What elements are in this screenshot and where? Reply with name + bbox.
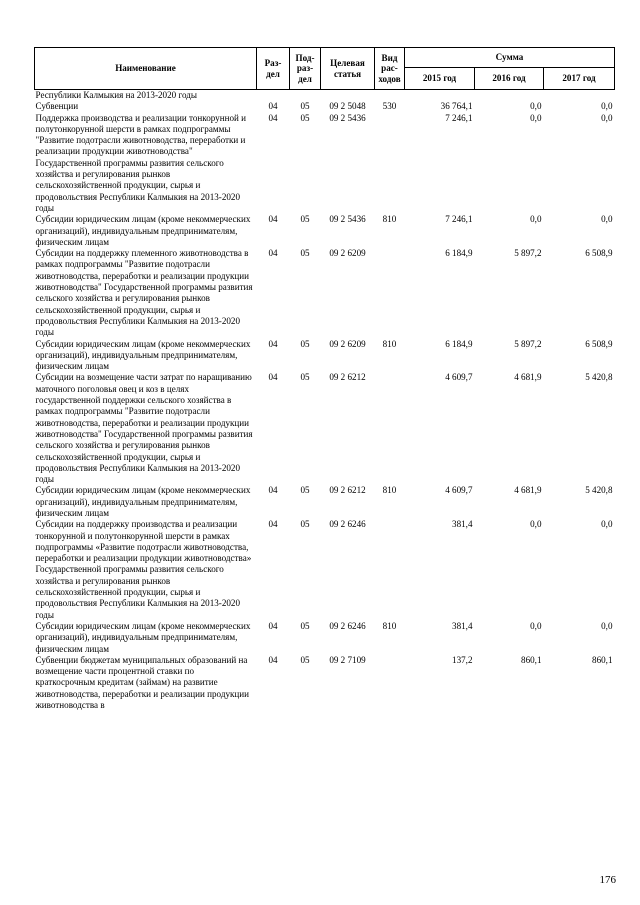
row-razdel: 04	[268, 654, 278, 665]
header-year-2015: 2015 год	[405, 68, 475, 90]
row-name: Поддержка производства и реализации тонкорунной и полутонкорунной шерсти в рамках подпрограммы "Развитие подотрасли животноводства, переработки и реализации продукции животноводства" Государственной программы развития сельского хозяйства и регулирования рынков сельскохозяйственной продукции, сырья и продовольствия Республики Калмыкия на 2013-2020 годы	[35, 112, 247, 213]
row-razdel: 04	[268, 112, 278, 123]
row-sum-2016: 860,1	[521, 654, 542, 665]
row-sum-2016: 0,0	[530, 519, 542, 530]
row-razdel: 04	[268, 372, 278, 383]
row-podrazdel	[290, 90, 321, 102]
row-sum-2016	[475, 90, 544, 102]
row-podrazdel: 05	[300, 248, 310, 259]
row-podrazdel: 05	[300, 654, 310, 665]
row-sum-2015: 381,4	[452, 620, 473, 631]
header-tselevaya-statya: Целевая статья	[321, 48, 375, 90]
row-sum-2017: 6 508,9	[585, 338, 613, 349]
row-name: Субсидии юридическим лицам (кроме некоммерческих организаций), индивидуальным предпринимателям, физическим лицам	[35, 485, 251, 518]
row-sum-2017: 5 420,8	[585, 485, 613, 496]
row-podrazdel: 05	[300, 101, 310, 112]
row-sum-2015: 4 609,7	[445, 372, 473, 383]
row-vid-raskhodov	[375, 113, 405, 215]
row-tselevaya-statya: 09 2 6212	[329, 485, 366, 496]
row-razdel: 04	[268, 338, 278, 349]
row-sum-2015: 36 764,1	[440, 101, 473, 112]
row-name: Субвенции	[35, 101, 79, 112]
row-sum-2016: 5 897,2	[514, 338, 542, 349]
row-sum-2017: 0,0	[601, 519, 613, 530]
row-name: Субсидии юридическим лицам (кроме некоммерческих организаций), индивидуальным предпринимателям, физическим лицам	[35, 338, 251, 372]
row-vid-raskhodov	[375, 519, 405, 621]
row-sum-2015	[405, 90, 475, 102]
budget-table	[34, 47, 615, 711]
row-sum-2016: 4 681,9	[514, 485, 542, 496]
row-sum-2017: 0,0	[601, 214, 613, 225]
header-summa: Сумма	[405, 48, 615, 68]
table-body	[35, 90, 615, 712]
row-sum-2017: 860,1	[592, 654, 613, 665]
row-vid-raskhodov: 810	[382, 620, 397, 631]
row-sum-2015: 6 184,9	[445, 248, 473, 259]
header-razdel: Раз-дел	[257, 48, 290, 90]
row-tselevaya-statya: 09 2 6209	[329, 338, 366, 349]
row-name: Субсидии на поддержку производства и реализации тонкорунной и полутонкорунной шерсти в рамках подпрограммы «Развитие подотрасли животноводства, переработки и реализации продукции животноводства» Государственной программы развития сельского хозяйства и регулирования рынков сельскохозяйственной продукции, сырья и продовольствия Республики Калмыкия на 2013-2020 годы	[35, 519, 252, 620]
table-row	[35, 485, 615, 519]
row-vid-raskhodov: 810	[382, 485, 397, 496]
row-sum-2015: 4 609,7	[445, 485, 473, 496]
row-tselevaya-statya: 09 2 6246	[329, 519, 366, 530]
row-sum-2015: 6 184,9	[445, 338, 473, 349]
row-sum-2017: 5 420,8	[585, 372, 613, 383]
row-podrazdel: 05	[300, 519, 310, 530]
table-row	[35, 248, 615, 338]
table-header	[35, 48, 615, 90]
row-sum-2016: 5 897,2	[514, 248, 542, 259]
header-podrazdel: Под-раз-дел	[290, 48, 321, 90]
row-podrazdel: 05	[300, 338, 310, 349]
table-row	[35, 621, 615, 655]
table-row	[35, 101, 615, 112]
row-razdel	[257, 90, 290, 102]
row-sum-2017: 0,0	[601, 112, 613, 123]
header-year-2016: 2016 год	[475, 68, 544, 90]
row-tselevaya-statya: 09 2 6209	[329, 248, 366, 259]
row-sum-2015: 7 246,1	[445, 214, 473, 225]
page-number: 176	[599, 874, 616, 886]
header-year-2017: 2017 год	[544, 68, 615, 90]
row-sum-2015: 381,4	[452, 519, 473, 530]
row-podrazdel: 05	[300, 620, 310, 631]
row-podrazdel: 05	[300, 214, 310, 225]
row-vid-raskhodov	[375, 248, 405, 338]
table-row	[35, 339, 615, 373]
row-tselevaya-statya: 09 2 7109	[329, 654, 366, 665]
row-sum-2017: 6 508,9	[585, 248, 613, 259]
row-sum-2016: 0,0	[530, 214, 542, 225]
row-podrazdel: 05	[300, 485, 310, 496]
row-name: Республики Калмыкия на 2013-2020 годы	[35, 90, 197, 100]
table-row	[35, 113, 615, 215]
row-tselevaya-statya: 09 2 6246	[329, 620, 366, 631]
row-vid-raskhodov: 530	[382, 101, 397, 112]
row-razdel: 04	[268, 101, 278, 112]
row-tselevaya-statya: 09 2 6212	[329, 372, 366, 383]
row-sum-2016: 0,0	[530, 620, 542, 631]
row-sum-2017	[544, 90, 615, 102]
row-tselevaya-statya: 09 2 5436	[329, 112, 366, 123]
row-razdel: 04	[268, 248, 278, 259]
row-sum-2016: 0,0	[530, 112, 542, 123]
row-razdel: 04	[268, 485, 278, 496]
row-sum-2016: 4 681,9	[514, 372, 542, 383]
header-name: Наименование	[35, 48, 257, 90]
row-sum-2017: 0,0	[601, 620, 613, 631]
table-row	[35, 519, 615, 621]
row-tselevaya-statya: 09 2 5436	[329, 214, 366, 225]
row-sum-2016: 0,0	[530, 101, 542, 112]
header-vid-raskhodov: Вид рас-ходов	[375, 48, 405, 90]
row-razdel: 04	[268, 214, 278, 225]
row-vid-raskhodov	[375, 655, 405, 711]
table-row	[35, 655, 615, 711]
row-name: Субсидии юридическим лицам (кроме некоммерческих организаций), индивидуальным предпринимателям, физическим лицам	[35, 620, 251, 654]
row-name: Субсидии на возмещение части затрат по наращиванию маточного поголовья овец и коз в целях государственной поддержки сельского хозяйства в рамках подпрограммы "Развитие подотрасли животноводства, переработки и реализации продукции животноводства" Государственной программы развития сельского хозяйства и регулирования рынков сельскохозяйственной продукции, сырья и продовольствия Республики Калмыкия на 2013-2020 годы	[35, 372, 253, 485]
table-row	[35, 214, 615, 248]
row-sum-2017: 0,0	[601, 101, 613, 112]
row-vid-raskhodov	[375, 90, 405, 102]
row-sum-2015: 7 246,1	[445, 112, 473, 123]
table-row	[35, 372, 615, 485]
row-tselevaya-statya	[321, 90, 375, 102]
row-razdel: 04	[268, 620, 278, 631]
row-vid-raskhodov: 810	[382, 214, 397, 225]
row-name: Субсидии юридическим лицам (кроме некоммерческих организаций), индивидуальным предпринимателям, физическим лицам	[35, 214, 251, 247]
row-vid-raskhodov: 810	[382, 338, 397, 349]
table-row	[35, 90, 615, 102]
row-vid-raskhodov	[375, 372, 405, 485]
row-podrazdel: 05	[300, 372, 310, 383]
row-razdel: 04	[268, 519, 278, 530]
row-podrazdel: 05	[300, 112, 310, 123]
row-name: Субсидии на поддержку племенного животноводства в рамках подпрограммы "Развитие подотрасли животноводства, переработки и реализации продукции животноводства" Государственной программы развития сельского хозяйства и регулирования рынков сельскохозяйственной продукции, сырья и продовольствия Республики Калмыкия на 2013-2020 годы	[35, 248, 253, 338]
row-sum-2015: 137,2	[452, 654, 473, 665]
row-name: Субвенции бюджетам муниципальных образований на возмещение части процентной ставки по краткосрочным кредитам (займам) на развитие животноводства, переработки и реализации продукции животноводства в	[35, 654, 250, 711]
row-tselevaya-statya: 09 2 5048	[329, 101, 366, 112]
